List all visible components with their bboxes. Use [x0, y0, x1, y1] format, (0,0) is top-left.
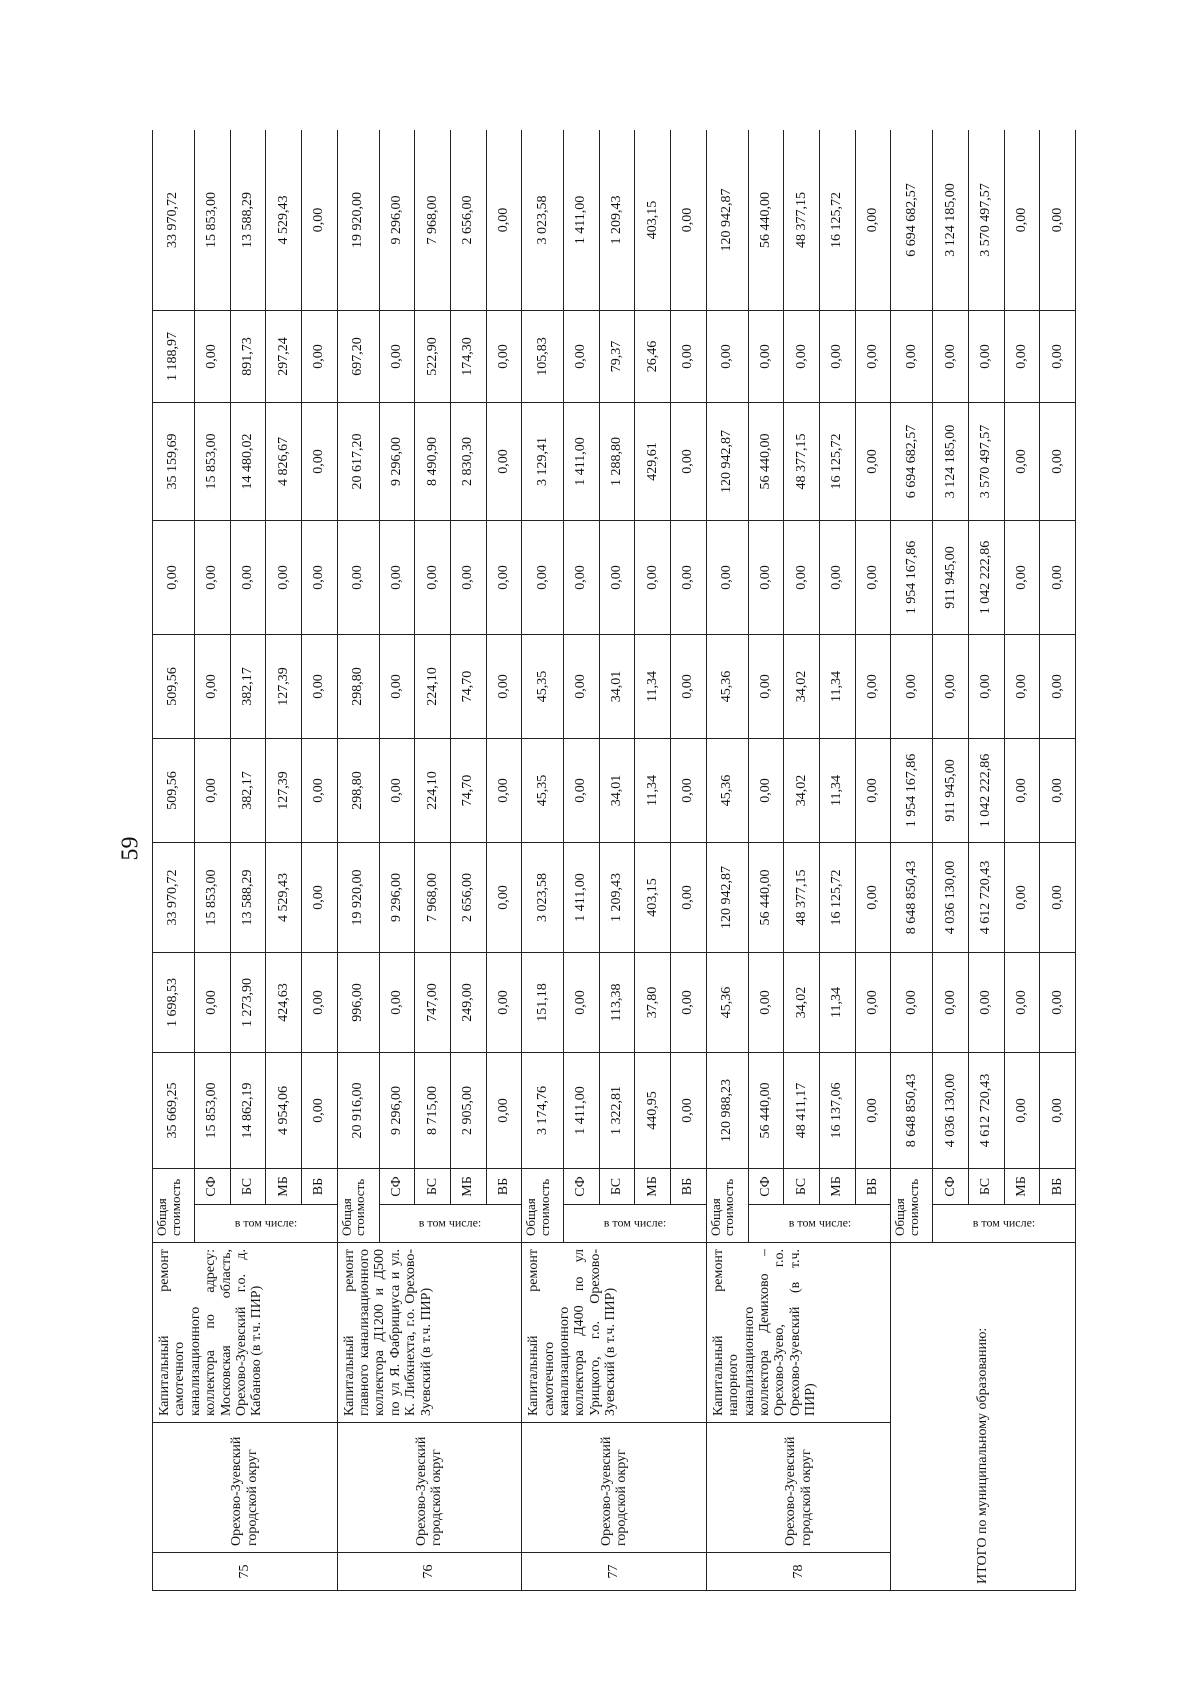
value-cell: 0,00 [891, 953, 933, 1053]
including-label [564, 1205, 707, 1243]
table-row [706, 130, 748, 1591]
value-cell: 0,00 [671, 1053, 707, 1169]
total-cost-label: Общая стоимость [891, 1169, 933, 1243]
total-cost-label: Общая стоимость [522, 1169, 564, 1243]
value-cell: 113,38 [599, 953, 635, 1053]
value-cell: 0,00 [855, 1053, 891, 1169]
page-number: 59 [117, 836, 144, 861]
value-cell: 747,00 [415, 953, 451, 1053]
value-cell: 0,00 [855, 130, 891, 311]
value-cell: 8 490,90 [415, 403, 451, 521]
value-cell: 0,00 [1040, 739, 1076, 843]
funding-source: ВБ [855, 1169, 891, 1205]
value-cell: 0,00 [855, 521, 891, 635]
value-cell: 224,10 [415, 635, 451, 739]
value-cell: 0,00 [153, 521, 195, 635]
funding-source: МБ [450, 1169, 486, 1205]
value-cell: 0,00 [486, 521, 522, 635]
value-cell: 1 411,00 [564, 1053, 600, 1169]
value-cell: 48 377,15 [784, 130, 820, 311]
value-cell: 224,10 [415, 739, 451, 843]
value-cell: 11,34 [820, 739, 856, 843]
including-label [194, 1205, 337, 1243]
value-cell: 4 529,43 [266, 130, 302, 311]
table-row [337, 130, 379, 1591]
funding-source: БС [415, 1169, 451, 1205]
value-cell: 1 322,81 [599, 1053, 635, 1169]
value-cell: 1 954 167,86 [891, 521, 933, 635]
value-cell: 1 698,53 [153, 953, 195, 1053]
value-cell: 0,00 [1004, 635, 1040, 739]
value-cell: 15 853,00 [194, 130, 230, 311]
value-cell: 911 945,00 [933, 739, 969, 843]
value-cell: 0,00 [486, 403, 522, 521]
total-label: ИТОГО по муниципальному образованию: [891, 1243, 1076, 1591]
value-cell: 297,24 [266, 311, 302, 403]
value-cell: 7 968,00 [415, 130, 451, 311]
value-cell: 14 862,19 [230, 1053, 266, 1169]
value-cell: 45,36 [706, 953, 748, 1053]
value-cell: 424,63 [266, 953, 302, 1053]
value-cell: 0,00 [968, 311, 1004, 403]
value-cell: 403,15 [635, 843, 671, 953]
value-cell: 0,00 [379, 953, 415, 1053]
value-cell: 1 273,90 [230, 953, 266, 1053]
value-cell: 0,00 [1040, 843, 1076, 953]
value-cell: 3 570 497,57 [968, 130, 1004, 311]
value-cell: 0,00 [486, 843, 522, 953]
value-cell: 16 137,06 [820, 1053, 856, 1169]
funding-source: ВБ [301, 1169, 337, 1205]
municipality-cell: Орехово-Зуевский городской округ [153, 1423, 338, 1553]
description-cell: Капитальный ремонт напорного канализационного коллектора Демихово – Орехово-Зуево, г.о. Орехово-Зуевский (в т.ч. ПИР) [706, 1243, 891, 1423]
value-cell: 298,80 [337, 739, 379, 843]
value-cell: 0,00 [968, 635, 1004, 739]
value-cell: 3 129,41 [522, 403, 564, 521]
value-cell: 0,00 [671, 403, 707, 521]
value-cell: 11,34 [820, 953, 856, 1053]
value-cell: 2 656,00 [450, 843, 486, 953]
including-text: в том числе: [419, 1216, 482, 1230]
table-row [522, 130, 564, 1591]
value-cell: 0,00 [1004, 311, 1040, 403]
value-cell: 1 954 167,86 [891, 739, 933, 843]
value-cell: 2 830,30 [450, 403, 486, 521]
value-cell: 48 377,15 [784, 843, 820, 953]
rotated-table-container [152, 130, 1076, 1591]
value-cell: 4 612 720,43 [968, 843, 1004, 953]
value-cell: 120 942,87 [706, 130, 748, 311]
value-cell: 0,00 [564, 739, 600, 843]
row-number: 76 [337, 1553, 522, 1591]
including-label [379, 1205, 522, 1243]
value-cell: 45,36 [706, 739, 748, 843]
value-cell: 3 124 185,00 [933, 403, 969, 521]
municipality-cell: Орехово-Зуевский городской округ [706, 1423, 891, 1553]
value-cell: 45,35 [522, 739, 564, 843]
value-cell: 509,56 [153, 635, 195, 739]
value-cell: 6 694 682,57 [891, 403, 933, 521]
funding-source: БС [784, 1169, 820, 1205]
value-cell: 13 588,29 [230, 843, 266, 953]
value-cell: 0,00 [564, 953, 600, 1053]
value-cell: 0,00 [671, 953, 707, 1053]
value-cell: 1 411,00 [564, 843, 600, 953]
value-cell: 0,00 [301, 843, 337, 953]
value-cell: 151,18 [522, 953, 564, 1053]
value-cell: 298,80 [337, 635, 379, 739]
including-text: в том числе: [234, 1216, 298, 1230]
value-cell: 0,00 [671, 739, 707, 843]
value-cell: 1 042 222,86 [968, 739, 1004, 843]
funding-source: СФ [748, 1169, 784, 1205]
value-cell: 0,00 [486, 953, 522, 1053]
value-cell: 0,00 [706, 311, 748, 403]
value-cell: 996,00 [337, 953, 379, 1053]
value-cell: 0,00 [301, 635, 337, 739]
value-cell: 0,00 [301, 521, 337, 635]
funding-source: МБ [1004, 1169, 1040, 1205]
value-cell: 74,70 [450, 635, 486, 739]
value-cell: 120 942,87 [706, 403, 748, 521]
value-cell: 0,00 [671, 521, 707, 635]
value-cell: 15 853,00 [194, 1053, 230, 1169]
value-cell: 9 296,00 [379, 130, 415, 311]
value-cell: 0,00 [671, 311, 707, 403]
value-cell: 4 954,06 [266, 1053, 302, 1169]
value-cell: 56 440,00 [748, 403, 784, 521]
funding-source: ВБ [486, 1169, 522, 1205]
value-cell: 37,80 [635, 953, 671, 1053]
description-cell: Капитальный ремонт главного канализационного коллектора Д1200 и Д500 по ул Я. Фабрициуса и ул. К. Либкнехта, г.о. Орехово-Зуевский (в т.ч. ПИР) [337, 1243, 522, 1423]
value-cell: 382,17 [230, 739, 266, 843]
value-cell: 0,00 [1040, 1053, 1076, 1169]
value-cell: 0,00 [1004, 1053, 1040, 1169]
row-number: 75 [153, 1553, 338, 1591]
value-cell: 0,00 [1004, 953, 1040, 1053]
value-cell: 0,00 [1004, 739, 1040, 843]
including-text: в том числе: [972, 1216, 1036, 1230]
value-cell: 0,00 [301, 1053, 337, 1169]
description-cell: Капитальный ремонт самотечного канализационного коллектора по адресу: Московская область, Орехово-Зуевский г.о. д. Кабаново (в т.ч. ПИР) [153, 1243, 338, 1423]
funding-source: СФ [194, 1169, 230, 1205]
value-cell: 4 826,67 [266, 403, 302, 521]
value-cell: 0,00 [820, 521, 856, 635]
value-cell: 0,00 [266, 521, 302, 635]
value-cell: 127,39 [266, 739, 302, 843]
value-cell: 0,00 [891, 311, 933, 403]
value-cell: 0,00 [564, 311, 600, 403]
funding-source: ВБ [1040, 1169, 1076, 1205]
value-cell: 0,00 [855, 635, 891, 739]
value-cell: 0,00 [1040, 311, 1076, 403]
value-cell: 911 945,00 [933, 521, 969, 635]
value-cell: 0,00 [194, 521, 230, 635]
value-cell: 56 440,00 [748, 843, 784, 953]
value-cell: 891,73 [230, 311, 266, 403]
value-cell: 15 853,00 [194, 403, 230, 521]
value-cell: 0,00 [337, 521, 379, 635]
value-cell: 509,56 [153, 739, 195, 843]
value-cell: 11,34 [635, 739, 671, 843]
value-cell: 0,00 [855, 739, 891, 843]
value-cell: 34,02 [784, 635, 820, 739]
value-cell: 1 042 222,86 [968, 521, 1004, 635]
value-cell: 8 715,00 [415, 1053, 451, 1169]
value-cell: 1 411,00 [564, 403, 600, 521]
value-cell: 382,17 [230, 635, 266, 739]
value-cell: 8 648 850,43 [891, 1053, 933, 1169]
value-cell: 0,00 [933, 311, 969, 403]
funding-source: СФ [933, 1169, 969, 1205]
value-cell: 3 023,58 [522, 843, 564, 953]
value-cell: 79,37 [599, 311, 635, 403]
funding-source: БС [968, 1169, 1004, 1205]
value-cell: 9 296,00 [379, 403, 415, 521]
value-cell: 0,00 [1004, 843, 1040, 953]
funding-source: СФ [379, 1169, 415, 1205]
value-cell: 3 124 185,00 [933, 130, 969, 311]
funding-table [152, 130, 1076, 1591]
value-cell: 6 694 682,57 [891, 130, 933, 311]
table-row [153, 130, 195, 1591]
value-cell: 0,00 [1040, 403, 1076, 521]
value-cell: 35 159,69 [153, 403, 195, 521]
municipality-cell: Орехово-Зуевский городской округ [337, 1423, 522, 1553]
value-cell: 48 377,15 [784, 403, 820, 521]
value-cell: 56 440,00 [748, 1053, 784, 1169]
municipality-cell: Орехово-Зуевский городской округ [522, 1423, 707, 1553]
value-cell: 0,00 [379, 635, 415, 739]
value-cell: 15 853,00 [194, 843, 230, 953]
value-cell: 0,00 [1004, 403, 1040, 521]
funding-source: БС [230, 1169, 266, 1205]
value-cell: 34,01 [599, 635, 635, 739]
value-cell: 127,39 [266, 635, 302, 739]
value-cell: 0,00 [784, 311, 820, 403]
value-cell: 249,00 [450, 953, 486, 1053]
value-cell: 20 916,00 [337, 1053, 379, 1169]
value-cell: 0,00 [564, 635, 600, 739]
value-cell: 429,61 [635, 403, 671, 521]
value-cell: 0,00 [379, 521, 415, 635]
value-cell: 8 648 850,43 [891, 843, 933, 953]
table-body [153, 130, 1076, 1591]
row-number: 77 [522, 1553, 707, 1591]
total-cost-label: Общая стоимость [337, 1169, 379, 1243]
value-cell: 9 296,00 [379, 1053, 415, 1169]
value-cell: 0,00 [855, 403, 891, 521]
value-cell: 0,00 [855, 843, 891, 953]
including-label [748, 1205, 891, 1243]
value-cell: 0,00 [450, 521, 486, 635]
value-cell: 522,90 [415, 311, 451, 403]
value-cell: 0,00 [379, 311, 415, 403]
value-cell: 16 125,72 [820, 130, 856, 311]
value-cell: 0,00 [301, 311, 337, 403]
value-cell: 56 440,00 [748, 130, 784, 311]
value-cell: 13 588,29 [230, 130, 266, 311]
value-cell: 1 188,97 [153, 311, 195, 403]
value-cell: 120 942,87 [706, 843, 748, 953]
value-cell: 11,34 [820, 635, 856, 739]
value-cell: 20 617,20 [337, 403, 379, 521]
value-cell: 0,00 [820, 311, 856, 403]
value-cell: 0,00 [486, 311, 522, 403]
value-cell: 33 970,72 [153, 130, 195, 311]
value-cell: 35 669,25 [153, 1053, 195, 1169]
value-cell: 4 036 130,00 [933, 1053, 969, 1169]
funding-source: СФ [564, 1169, 600, 1205]
table-wrapper [152, 130, 1076, 1591]
value-cell: 0,00 [301, 739, 337, 843]
value-cell: 0,00 [855, 953, 891, 1053]
funding-source: МБ [635, 1169, 671, 1205]
value-cell: 16 125,72 [820, 843, 856, 953]
value-cell: 1 411,00 [564, 130, 600, 311]
value-cell: 0,00 [748, 953, 784, 1053]
value-cell: 0,00 [933, 953, 969, 1053]
value-cell: 440,95 [635, 1053, 671, 1169]
value-cell: 0,00 [194, 635, 230, 739]
value-cell: 19 920,00 [337, 130, 379, 311]
value-cell: 2 905,00 [450, 1053, 486, 1169]
value-cell: 0,00 [522, 521, 564, 635]
value-cell: 697,20 [337, 311, 379, 403]
value-cell: 0,00 [1040, 130, 1076, 311]
value-cell: 34,02 [784, 953, 820, 1053]
value-cell: 0,00 [671, 130, 707, 311]
value-cell: 19 920,00 [337, 843, 379, 953]
value-cell: 0,00 [933, 635, 969, 739]
value-cell: 14 480,02 [230, 403, 266, 521]
value-cell: 0,00 [301, 403, 337, 521]
value-cell: 0,00 [748, 739, 784, 843]
value-cell: 0,00 [486, 1053, 522, 1169]
value-cell: 0,00 [564, 521, 600, 635]
value-cell: 16 125,72 [820, 403, 856, 521]
value-cell: 34,02 [784, 739, 820, 843]
value-cell: 0,00 [194, 739, 230, 843]
value-cell: 26,46 [635, 311, 671, 403]
value-cell: 0,00 [671, 843, 707, 953]
value-cell: 3 570 497,57 [968, 403, 1004, 521]
value-cell: 174,30 [450, 311, 486, 403]
value-cell: 33 970,72 [153, 843, 195, 953]
value-cell: 105,83 [522, 311, 564, 403]
value-cell: 0,00 [379, 739, 415, 843]
value-cell: 0,00 [968, 953, 1004, 1053]
value-cell: 3 174,76 [522, 1053, 564, 1169]
value-cell: 0,00 [671, 635, 707, 739]
value-cell: 45,36 [706, 635, 748, 739]
value-cell: 0,00 [1040, 635, 1076, 739]
row-number: 78 [706, 1553, 891, 1591]
value-cell: 0,00 [486, 739, 522, 843]
value-cell: 4 036 130,00 [933, 843, 969, 953]
value-cell: 0,00 [1040, 953, 1076, 1053]
value-cell: 4 529,43 [266, 843, 302, 953]
value-cell: 0,00 [891, 635, 933, 739]
value-cell: 0,00 [301, 953, 337, 1053]
funding-source: МБ [266, 1169, 302, 1205]
value-cell: 1 209,43 [599, 843, 635, 953]
value-cell: 0,00 [194, 311, 230, 403]
value-cell: 2 656,00 [450, 130, 486, 311]
including-text: в том числе: [788, 1216, 851, 1230]
funding-source: БС [599, 1169, 635, 1205]
total-cost-label: Общая стоимость [153, 1169, 195, 1243]
value-cell: 1 209,43 [599, 130, 635, 311]
value-cell: 0,00 [706, 521, 748, 635]
value-cell: 45,35 [522, 635, 564, 739]
value-cell: 1 288,80 [599, 403, 635, 521]
value-cell: 0,00 [855, 311, 891, 403]
value-cell: 0,00 [1004, 521, 1040, 635]
value-cell: 3 023,58 [522, 130, 564, 311]
value-cell: 0,00 [230, 521, 266, 635]
including-label [933, 1205, 1076, 1243]
value-cell: 0,00 [486, 130, 522, 311]
total-cost-label: Общая стоимость [706, 1169, 748, 1243]
including-text: в том числе: [603, 1216, 667, 1230]
value-cell: 48 411,17 [784, 1053, 820, 1169]
value-cell: 0,00 [415, 521, 451, 635]
value-cell: 0,00 [1004, 130, 1040, 311]
value-cell: 0,00 [748, 635, 784, 739]
value-cell: 74,70 [450, 739, 486, 843]
value-cell: 0,00 [748, 521, 784, 635]
value-cell: 9 296,00 [379, 843, 415, 953]
value-cell: 0,00 [194, 953, 230, 1053]
value-cell: 0,00 [599, 521, 635, 635]
value-cell: 0,00 [301, 130, 337, 311]
value-cell: 11,34 [635, 635, 671, 739]
value-cell: 403,15 [635, 130, 671, 311]
value-cell: 120 988,23 [706, 1053, 748, 1169]
value-cell: 0,00 [1040, 521, 1076, 635]
value-cell: 0,00 [784, 521, 820, 635]
value-cell: 4 612 720,43 [968, 1053, 1004, 1169]
value-cell: 34,01 [599, 739, 635, 843]
funding-source: ВБ [671, 1169, 707, 1205]
total-row [891, 130, 933, 1591]
value-cell: 0,00 [486, 635, 522, 739]
description-cell: Капитальный ремонт самотечного канализационного коллектора Д400 по ул Урицкого, г.о. Орехово-Зуевский (в т.ч. ПИР) [522, 1243, 707, 1423]
value-cell: 7 968,00 [415, 843, 451, 953]
value-cell: 0,00 [635, 521, 671, 635]
value-cell: 0,00 [748, 311, 784, 403]
funding-source: МБ [820, 1169, 856, 1205]
